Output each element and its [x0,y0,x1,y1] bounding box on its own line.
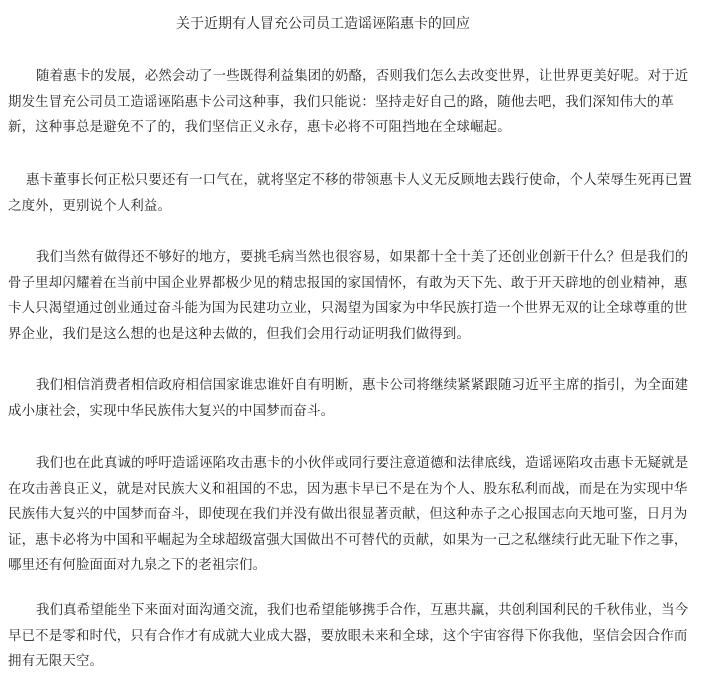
paragraph-line: 我们当然有做得还不够好的地方，要挑毛病当然也很容易，如果都十全十美了还创业创新干什么？但是我们的 [36,250,689,265]
paragraph-line: 界企业，我们是这么想的也是这种去做的，但我们会用行动证明我们做得到。 [8,326,471,342]
paragraph-line: 我们相信消费者相信政府相信国家谁忠谁奸自有明断，惠卡公司将继续紧紧跟随习近平主席的指引，为全面建 [36,378,689,393]
paragraph-1 [8,64,688,141]
paragraph-line: 之度外，更别说个人利益。 [8,198,172,214]
paragraph-5 [8,451,688,579]
paragraph-4 [8,373,688,424]
paragraph-line: 我们也在此真诚的呼吁造谣诬陷攻击惠卡的小伙伴或同行要注意道德和法律底线，造谣诬陷攻击惠卡无疑就是 [36,456,689,471]
paragraph-line: 早已不是零和时代，只有合作才有成就大业成大器，要放眼未来和全球，这个宇宙容得下你我他，坚信会因合作而 [8,628,688,644]
paragraph-3 [8,245,688,347]
article-title: 关于近期有人冒充公司员工造谣诬陷惠卡的回应 [176,16,470,32]
paragraph-line: 随着惠卡的发展，必然会动了一些既得利益集团的奶酪，否则我们怎么去改变世界，让世界更美好呢。对于近 [36,69,689,84]
paragraph-line: 在攻击善良正义，就是对民族大义和祖国的不忠，因为惠卡早已不是在为个人、股东私利而战，而是在为实现中华 [8,481,688,497]
paragraph-line: 卡人只渴望通过创业通过奋斗能为国为民建功立业，只渴望为国家为中华民族打造一个世界无双的让全球尊重的世 [8,301,688,316]
paragraph-line: 新，这种事总是避免不了的，我们坚信正义永存，惠卡必将不可阻挡地在全球崛起。 [8,120,511,135]
paragraph-line: 成小康社会，实现中华民族伟大复兴的中国梦而奋斗。 [8,403,335,419]
paragraph-6 [8,598,688,675]
paragraph-line: 期发生冒充公司员工造谣诬陷惠卡公司这种事，我们只能说：坚持走好自己的路，随他去吧，我们深知伟大的革 [8,94,674,110]
paragraph-line: 民族伟大复兴的中国梦而奋斗，即使现在我们并没有做出很显著贡献，但这种赤子之心报国志向天地可鉴，日月为 [8,507,688,522]
paragraph-line: 骨子里却闪耀着在当前中国企业界都极少见的精忠报国的家国情怀，有敢为天下先、敢于开天辟地的创业精神，惠 [8,275,688,291]
paragraph-line: 我们真希望能坐下来面对面沟通交流，我们也希望能够携手合作，互惠共赢，共创利国利民的千秋伟业，当今 [36,603,689,618]
paragraph-line: 拥有无限天空。 [8,654,104,669]
paragraph-line: 证，惠卡必将为中国和平崛起为全球超级富强大国做出不可替代的贡献，如果为一己之私继续行此无耻下作之事， [8,532,688,548]
paragraph-line: 哪里还有何脸面面对九泉之下的老祖宗们。 [8,558,267,573]
paragraph-line: 惠卡董事长何正松只要还有一口气在，就将坚定不移的带领惠卡人义无反顾地去践行使命，个人荣辱生死再已置 [26,173,692,188]
paragraph-2 [8,168,692,219]
